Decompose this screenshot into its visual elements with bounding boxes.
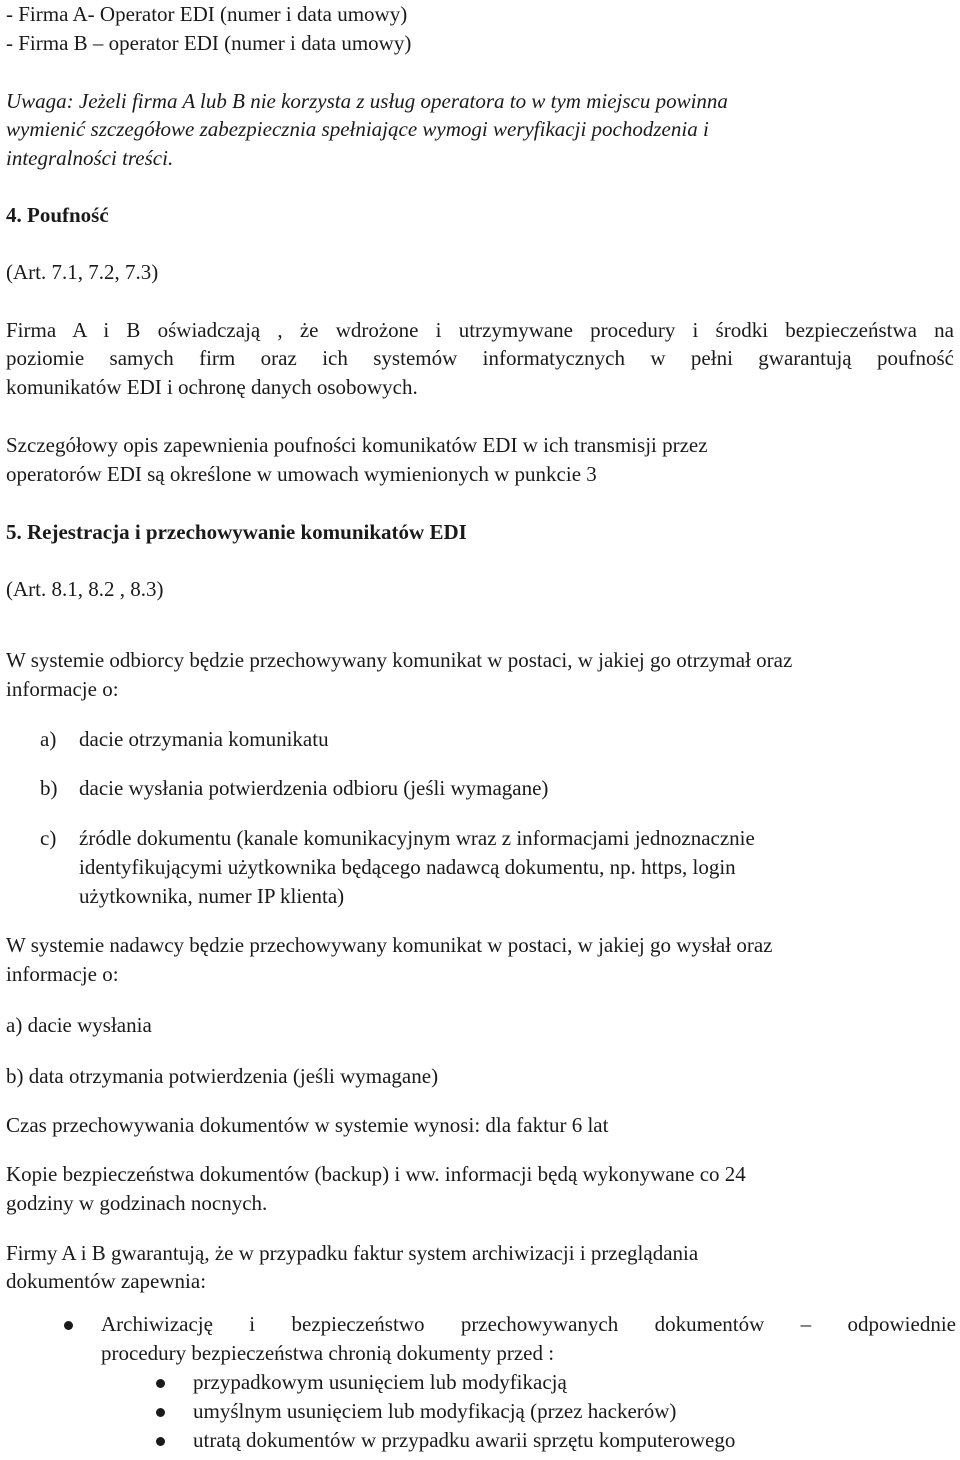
bullet-dot-icon (156, 1379, 165, 1388)
list-item-letter: c) (40, 826, 57, 850)
list-item-text: źródle dokumentu (kanale komunikacyjnym wraz z informacjami jednoznacznie (79, 826, 755, 850)
note-line-1: Uwaga: Jeżeli firma A lub B nie korzysta z usług operatora to w tym miejscu powinna (6, 89, 728, 113)
list-item-text-continued: identyfikującymi użytkownika będącego nadawcą dokumentu, np. https, login (79, 855, 736, 879)
note-line-2: wymienić szczegółowe zabezpiecznia spełniające wymogi weryfikacji pochodzenia i (6, 117, 709, 141)
retention-period-line: Czas przechowywania dokumentów w systemie wynosi: dla faktur 6 lat (6, 1113, 609, 1137)
sender-paragraph-line-1: W systemie nadawcy będzie przechowywany komunikat w postaci, w jakiej go wysłał oraz (6, 933, 773, 957)
receiver-paragraph-line-2: informacje o: (6, 677, 119, 701)
sender-paragraph-line-2: informacje o: (6, 962, 119, 986)
confidentiality-detail-line-2: operatorów EDI są określone w umowach wymienionych w punkcie 3 (6, 462, 597, 486)
list-item-text-continued: użytkownika, numer IP klienta) (79, 884, 345, 908)
list-item-text: dacie otrzymania komunikatu (79, 727, 329, 751)
list-item-letter: b) (40, 776, 58, 800)
section-4-article-ref: (Art. 7.1, 7.2, 7.3) (6, 260, 159, 284)
bullet-dot-icon (64, 1321, 73, 1330)
confidentiality-paragraph-line-1: Firma A i B oświadczają , że wdrożone i utrzymywane procedury i środki bezpieczeństwa na (6, 318, 954, 342)
bullet-dot-icon (156, 1408, 165, 1417)
archive-paragraph-line-2: dokumentów zapewnia: (6, 1269, 207, 1293)
sub-bullet-text: umyślnym usunięciem lub modyfikacją (przez hackerów) (193, 1399, 677, 1423)
party-b-line: - Firma B – operator EDI (numer i data umowy) (6, 31, 412, 55)
list-item-letter: a) (40, 727, 57, 751)
list-item-text: dacie wysłania potwierdzenia odbioru (jeśli wymagane) (79, 776, 549, 800)
note-line-3: integralności treści. (6, 146, 174, 170)
section-4-heading: 4. Poufność (6, 203, 109, 227)
bullet-dot-icon (156, 1437, 165, 1446)
bullet-line-1: Archiwizację i bezpieczeństwo przechowywanych dokumentów – odpowiednie (101, 1312, 956, 1336)
bullet-line-2: procedury bezpieczeństwa chronią dokumenty przed : (101, 1341, 555, 1365)
receiver-paragraph-line-1: W systemie odbiorcy będzie przechowywany komunikat w postaci, w jakiej go otrzymał oraz (6, 648, 793, 672)
confidentiality-detail-line-1: Szczegółowy opis zapewnienia poufności komunikatów EDI w ich transmisji przez (6, 433, 708, 457)
confidentiality-paragraph-line-2: poziomie samych firm oraz ich systemów informatycznych w pełni gwarantują poufność (6, 346, 954, 370)
backup-paragraph-line-1: Kopie bezpieczeństwa dokumentów (backup) i ww. informacji będą wykonywane co 24 (6, 1162, 746, 1186)
sub-bullet-text: przypadkowym usunięciem lub modyfikacją (193, 1370, 567, 1394)
sender-list-item-b: b) data otrzymania potwierdzenia (jeśli wymagane) (6, 1064, 439, 1088)
party-a-line: - Firma A- Operator EDI (numer i data umowy) (6, 2, 408, 26)
backup-paragraph-line-2: godziny w godzinach nocnych. (6, 1191, 268, 1215)
section-5-article-ref: (Art. 8.1, 8.2 , 8.3) (6, 577, 164, 601)
confidentiality-paragraph-line-3: komunikatów EDI i ochronę danych osobowych. (6, 375, 418, 399)
sub-bullet-text: utratą dokumentów w przypadku awarii sprzętu komputerowego (193, 1428, 736, 1452)
archive-paragraph-line-1: Firmy A i B gwarantują, że w przypadku faktur system archiwizacji i przeglądania (6, 1241, 699, 1265)
sender-list-item-a: a) dacie wysłania (6, 1013, 152, 1037)
section-5-heading: 5. Rejestracja i przechowywanie komunikatów EDI (6, 520, 467, 544)
